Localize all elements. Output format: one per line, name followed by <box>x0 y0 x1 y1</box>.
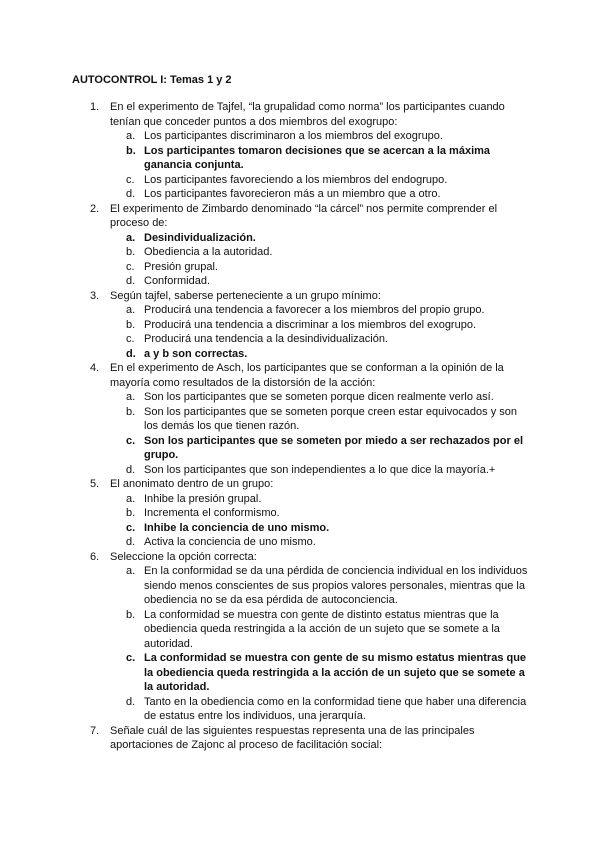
option-c-correct <box>126 651 532 695</box>
option-letter: c. <box>126 434 136 447</box>
option-letter: d. <box>126 275 136 287</box>
option-c <box>126 332 532 347</box>
option-letter: a. <box>126 231 136 244</box>
option-text: Son los participantes que se someten porque dicen realmente verlo así. <box>144 391 494 403</box>
question-number: 3. <box>90 289 100 302</box>
option-text: Los participantes discriminaron a los miembros del exogrupo. <box>144 130 443 142</box>
option-list <box>126 492 532 550</box>
option-list <box>126 390 532 477</box>
option-a <box>126 390 532 405</box>
option-c <box>126 260 532 275</box>
option-text: Inhibe la conciencia de uno mismo. <box>144 521 330 534</box>
option-text: En la conformidad se da una pérdida de conciencia individual en los individuos siendo menos conscientes de sus propios valores personales, mientras que la obediencia no se da esa pérdida de autoconciencia. <box>144 565 528 606</box>
question-2 <box>72 202 532 289</box>
option-text: La conformidad se muestra con gente de su mismo estatus mientras que la obediencia queda restringida a la acción de un sujeto que se somete a la autoridad. <box>144 652 527 693</box>
option-a <box>126 129 532 144</box>
option-text: a y b son correctas. <box>144 347 248 360</box>
question-list <box>72 100 532 753</box>
option-letter: a. <box>126 391 136 403</box>
option-letter: d. <box>126 695 136 708</box>
question-text: El experimento de Zimbardo denominado “la cárcel” nos permite comprender el proceso de: <box>110 202 498 229</box>
option-letter: a. <box>126 130 136 142</box>
option-text: La conformidad se muestra con gente de distinto estatus mientras que la obediencia queda restringida a la acción de un sujeto que se somete a la autoridad. <box>144 608 500 650</box>
option-letter: d. <box>126 536 136 548</box>
option-a <box>126 564 532 608</box>
question-text: El anonimato dentro de un grupo: <box>110 478 274 490</box>
question-number: 7. <box>90 724 100 737</box>
question-6 <box>72 550 532 724</box>
option-text: Inhibe la presión grupal. <box>144 492 262 505</box>
question-text: En el experimento de Asch, los participantes que se conforman a la opinión de la mayoría como resultados de la distorsión de la acción: <box>110 362 504 389</box>
option-letter: c. <box>126 652 136 664</box>
question-5 <box>72 477 532 550</box>
option-c <box>126 173 532 188</box>
option-letter: c. <box>126 173 135 186</box>
option-d <box>126 187 532 202</box>
option-d <box>126 535 532 550</box>
option-text: Conformidad. <box>144 275 211 287</box>
option-d <box>126 695 532 724</box>
option-text: Los participantes favorecieron más a un miembro que a otro. <box>144 188 441 200</box>
option-a <box>126 303 532 318</box>
option-text: Producirá una tendencia a la desindividualización. <box>144 333 388 345</box>
option-b-correct <box>126 144 532 173</box>
option-letter: c. <box>126 333 135 345</box>
option-text: Producirá una tendencia a favorecer a los miembros del propio grupo. <box>144 304 485 316</box>
option-b <box>126 506 532 521</box>
option-text: Activa la conciencia de uno mismo. <box>144 536 316 548</box>
option-d <box>126 274 532 289</box>
question-text: Señale cuál de las siguientes respuestas representa una de las principales aportaciones de Zajonc al proceso de facilitación social: <box>110 724 475 751</box>
option-letter: b. <box>126 246 136 258</box>
option-list <box>126 231 532 289</box>
question-1 <box>72 100 532 202</box>
option-list <box>126 564 532 724</box>
option-letter: a. <box>126 492 136 505</box>
option-list <box>126 303 532 361</box>
option-letter: b. <box>126 144 136 157</box>
option-letter: c. <box>126 260 135 273</box>
option-text: Tanto en la obediencia como en la conformidad tiene que haber una diferencia de estatus entre los individuos, una jerarquía. <box>144 695 527 722</box>
option-b <box>126 405 532 434</box>
option-c-correct <box>126 434 532 463</box>
option-list <box>126 129 532 202</box>
option-d <box>126 463 532 478</box>
option-letter: b. <box>126 608 136 621</box>
option-text: Obediencia a la autoridad. <box>144 246 273 258</box>
option-c-correct <box>126 521 532 536</box>
option-text: Incrementa el conformismo. <box>144 507 280 519</box>
option-letter: a. <box>126 304 136 316</box>
option-text: Desindividualización. <box>144 231 256 244</box>
option-letter: b. <box>126 507 136 519</box>
option-text: Son los participantes que son independientes a lo que dice la mayoría.+ <box>144 463 496 476</box>
question-text: Seleccione la opción correcta: <box>110 550 257 563</box>
question-3 <box>72 289 532 362</box>
question-text: Según tajfel, saberse perteneciente a un grupo mínimo: <box>110 289 381 302</box>
question-number: 6. <box>90 550 100 563</box>
option-a <box>126 492 532 507</box>
option-letter: a. <box>126 565 136 577</box>
option-text: Los participantes tomaron decisiones que se acercan a la máxima ganancia conjunta. <box>144 144 491 171</box>
question-number: 5. <box>90 478 100 490</box>
option-letter: d. <box>126 188 136 200</box>
page-title: AUTOCONTROL I: Temas 1 y 2 <box>72 74 232 86</box>
option-text: Son los participantes que se someten porque creen estar equivocados y son los demás los que tienen razón. <box>144 405 518 432</box>
option-text: Son los participantes que se someten por miedo a ser rechazados por el grupo. <box>144 434 524 461</box>
option-b <box>126 318 532 333</box>
option-letter: c. <box>126 521 136 534</box>
question-number: 4. <box>90 362 100 374</box>
option-b <box>126 608 532 652</box>
question-7 <box>72 724 532 753</box>
option-letter: d. <box>126 463 136 476</box>
option-letter: d. <box>126 347 136 360</box>
option-letter: b. <box>126 318 136 331</box>
option-letter: b. <box>126 405 136 418</box>
question-4 <box>72 361 532 477</box>
option-text: Los participantes favoreciendo a los miembros del endogrupo. <box>144 173 448 186</box>
question-number: 1. <box>90 101 100 113</box>
option-b <box>126 245 532 260</box>
question-text: En el experimento de Tajfel, “la grupalidad como norma” los participantes cuando tenían que conceder puntos a dos miembros del exogrupo: <box>110 101 505 128</box>
option-text: Presión grupal. <box>144 260 218 273</box>
option-text: Producirá una tendencia a discriminar a los miembros del exogrupo. <box>144 318 477 331</box>
option-d-correct <box>126 347 532 362</box>
question-number: 2. <box>90 202 100 215</box>
option-a-correct <box>126 231 532 246</box>
